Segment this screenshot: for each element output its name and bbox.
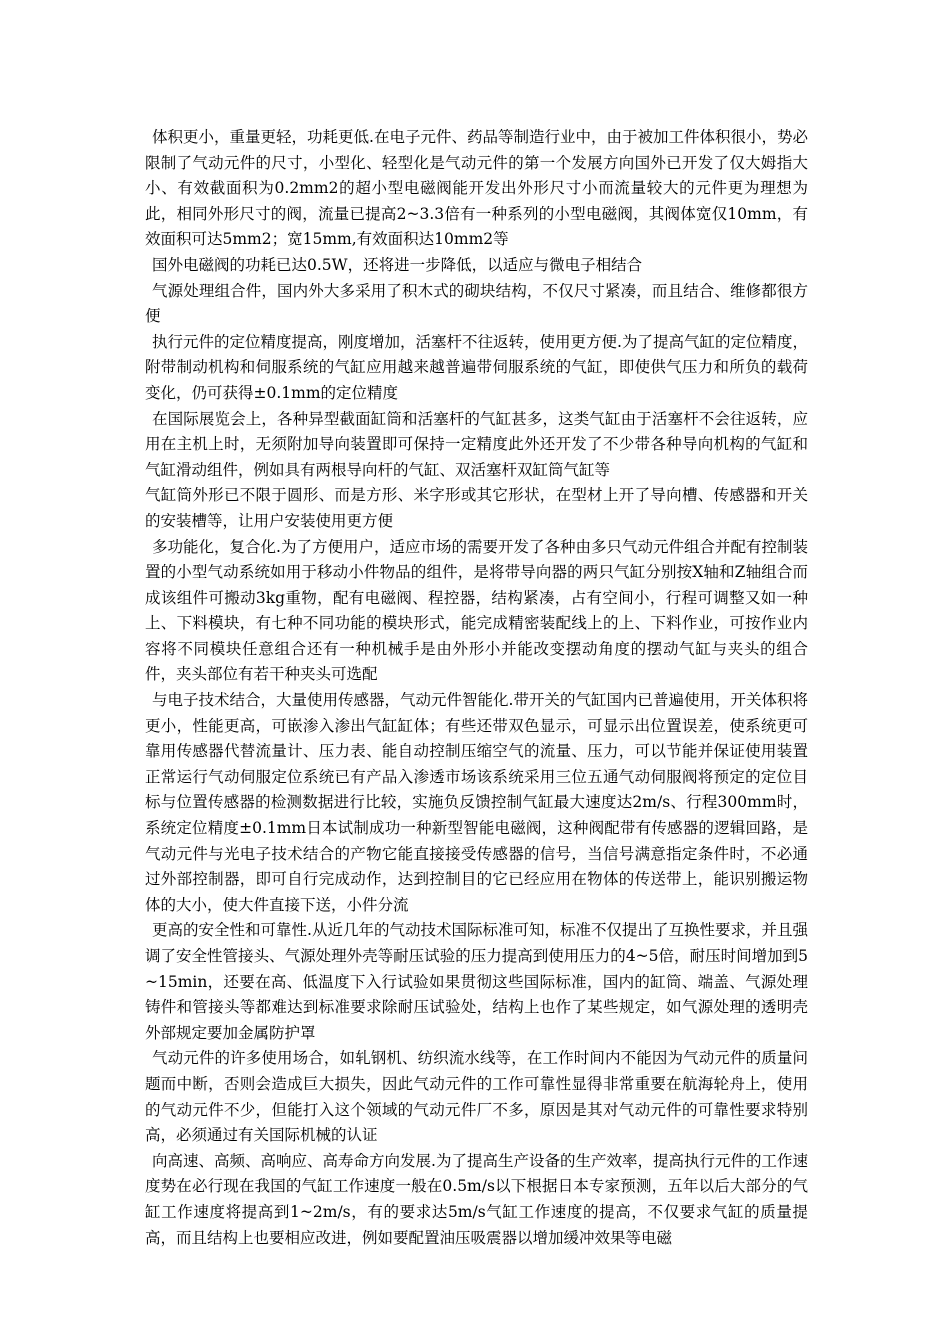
paragraph-electronics-integration: 与电子技术结合，大量使用传感器，气动元件智能化.带开关的气缸国内已普遍使用，开关体积将更小，性能更高，可嵌渗入渗出气缸缸体；有些还带双色显示，可显示出位置误差，使系统更可靠用传感器代替流量计、压力表、能自动控制压缩空气的流量、压力，可以节能并保证使用装置正常运行气动伺服定位系统已有产品入渗透市场该系统采用三位五通气动伺服阀将预定的定位目标与位置传感器的检测数据进行比较，实施负反馈控制气缸最大速度达2m/s、行程300mm时，系统定位精度±0.1mm日本试制成功一种新型智能电磁阀，这种阀配带有传感器的逻辑回路，是气动元件与光电子技术结合的产物它能直接接受传感器的信号，当信号满意指定条件时，不必通过外部控制器，即可自行完成动作，达到控制目的它已经应用在物体的传送带上，能识别搬运物体的大小，使大件直接下送，小件分流 <box>145 691 808 914</box>
paragraph-cylinder-profiles: 在国际展览会上，各种异型截面缸筒和活塞杆的气缸甚多，这类气缸由于活塞杆不会往返转，应用在主机上时，无须附加导向装置即可保持一定精度此外还开发了不少带各种导向机构的气缸和气缸滑动组件，例如具有两根导向杆的气缸、双活塞杆双缸筒气缸等 <box>145 409 808 479</box>
paragraph-cylinder-shapes: 气缸筒外形已不限于圆形、而是方形、米字形或其它形状，在型材上开了导向槽、传感器和开关的安装槽等，让用户安装使用更方便 <box>145 486 808 530</box>
paragraph-positioning-accuracy: 执行元件的定位精度提高，刚度增加，活塞杆不往返转，使用更方便.为了提高气缸的定位精度，附带制动机构和伺服系统的气缸应用越来越普遍带伺服系统的气缸，即使供气压力和所负的载荷变化，仍可获得±0.1mm的定位精度 <box>145 332 808 402</box>
paragraph-safety-reliability: 更高的安全性和可靠性.从近几年的气动技术国际标准可知，标准不仅提出了互换性要求，并且强调了安全性管接头、气源处理外壳等耐压试验的压力提高到使用压力的4~5倍，耐压时间增加到5~15min，还要在高、低温度下入行试验如果贯彻这些国际标准，国内的缸筒、端盖、气源处理铸件和管接头等都难达到标准要求除耐压试验处，结构上也作了某些规定，如气源处理的透明壳外部规定要加金属防护罩 <box>145 921 808 1042</box>
paragraph-multifunction: 多功能化，复合化.为了方便用户，适应市场的需要开发了各种由多只气动元件组合并配有控制装置的小型气动系统如用于移动小件物品的组件，是将带导向器的两只气缸分别按X轴和Z轴组合而成该组件可搬动3kg重物，配有电磁阀、程控器，结构紧凑，占有空间小，行程可调整又如一种上、下料模块，有七种不同功能的模块形式，能完成精密装配线上的上、下料作业，可按作业内容将不同模块任意组合还有一种机械手是由外形小并能改变摆动角度的摆动气缸与夹头的组合件，夹头部位有若干种夹头可选配 <box>145 537 808 684</box>
paragraph-applications: 气动元件的许多使用场合，如轧钢机、纺织流水线等，在工作时间内不能因为气动元件的质量问题而中断，否则会造成巨大损失，因此气动元件的工作可靠性显得非常重要在航海轮舟上，使用的气动元件不少，但能打入这个领域的气动元件厂不多，原因是其对气动元件的可靠性要求特别高，必须通过有关国际机械的认证 <box>145 1049 808 1145</box>
paragraph-high-speed: 向高速、高频、高响应、高寿命方向发展.为了提高生产设备的生产效率，提高执行元件的工作速度势在必行现在我国的气缸工作速度一般在0.5m/s以下根据日本专家预测，五年以后大部分的气缸工作速度将提高到1~2m/s，有的要求达5m/s气缸工作速度的提高，不仅要求气缸的质量提高，而且结构上也要相应改进，例如要配置油压吸震器以增加缓冲效果等电磁 <box>145 1151 808 1247</box>
paragraph-air-treatment: 气源处理组合件，国内外大多采用了积木式的砌块结构，不仅尺寸紧凑，而且结合、维修都很方便 <box>145 281 808 326</box>
paragraph-solenoid-power: 国外电磁阀的功耗已达0.5W，还将进一步降低，以适应与微电子相结合 <box>152 255 643 274</box>
paragraph-miniaturization: 体积更小，重量更轻，功耗更低.在电子元件、药品等制造行业中，由于被加工件体积很小，势必限制了气动元件的尺寸，小型化、轻型化是气动元件的第一个发展方向国外已开发了仅大姆指大小、有效截面积为0.2mm2的超小型电磁阀能开发出外形尺寸小而流量较大的元件更为理想为此，相同外形尺寸的阀，流量已提高2~3.3倍有一种系列的小型电磁阀，其阀体宽仅10mm，有效面积可达5mm2；宽15mm,有效面积达10mm2等 <box>145 128 808 249</box>
document-body <box>145 125 808 1251</box>
